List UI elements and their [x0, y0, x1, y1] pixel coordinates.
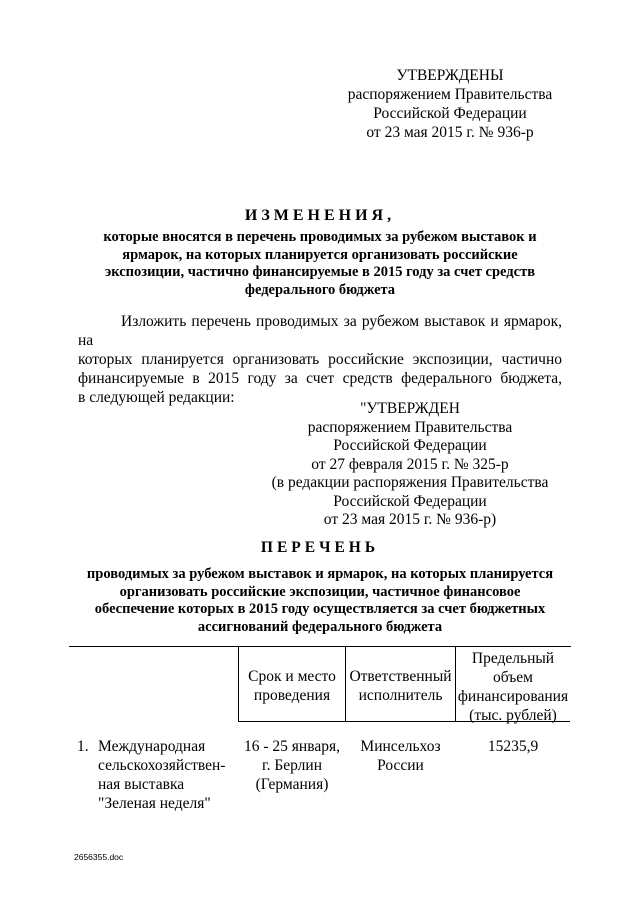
approval-line: Российской Федерации — [333, 437, 487, 454]
row-date-place — [239, 737, 345, 794]
list-subtitle — [60, 566, 580, 636]
approval-heading: УТВЕРЖДЕНЫ — [396, 67, 504, 84]
date-line: г. Берлин — [261, 757, 322, 774]
executor-line: Минсельхоз — [360, 738, 441, 755]
list-subtitle-line: организовать российские экспозиции, частичное финансовое — [119, 583, 521, 600]
row-executor — [346, 737, 455, 775]
name-line: "Зеленая неделя" — [98, 795, 211, 812]
changes-title: ИЗМЕНЕНИЯ, — [244, 207, 396, 224]
row-exhibition-name — [98, 737, 238, 813]
approval-line: распоряжением Правительства — [307, 418, 513, 436]
name-line: Международная — [98, 738, 206, 755]
header-line: Предельный — [471, 650, 555, 667]
date-line: 16 - 25 января, — [244, 738, 340, 755]
intro-line: Изложить перечень проводимых за рубежом выставок и ярмарок, на — [78, 313, 562, 349]
list-subtitle-line: ассигнований федерального бюджета — [197, 618, 443, 635]
changes-subtitle-line: федерального бюджета — [244, 281, 396, 298]
approval-block — [330, 66, 570, 142]
intro-line: финансируемые в 2015 году за счет средств федерального бюджета, — [78, 370, 562, 387]
approval-line: от 27 февраля 2015 г. № 325-р — [311, 455, 509, 473]
table-top-rule — [69, 646, 571, 647]
changes-subtitle-line: ярмарок, на которых планируется организовать российские — [122, 246, 518, 263]
document-id: 2656355.doc — [74, 852, 124, 862]
header-line: объем — [493, 669, 533, 686]
intro-line: которых планируется организовать российские экспозиции, частично — [78, 351, 562, 368]
approval-block-amended — [270, 400, 550, 530]
approval-date: от 23 мая 2015 г. № 936-р — [366, 124, 534, 141]
approval-line: Российской Федерации — [333, 492, 487, 510]
header-line: Ответственный — [349, 668, 452, 685]
header-date-place — [239, 667, 345, 705]
header-line: Срок и место — [248, 668, 336, 685]
changes-subtitle-line: которые вносятся в перечень проводимых за рубежом выставок и — [103, 229, 537, 245]
approval-line: "УТВЕРЖДЕН — [360, 400, 460, 417]
name-line: сельскохозяйствен- — [98, 757, 226, 774]
header-line: (тыс. рублей) — [469, 707, 557, 724]
approval-line: распоряжением Правительства — [347, 86, 553, 103]
list-subtitle-line: обеспечение которых в 2015 году осуществляется за счет бюджетных — [94, 601, 546, 617]
intro-paragraph — [78, 312, 562, 407]
executor-line: России — [377, 757, 424, 774]
changes-subtitle-line: экспозиции, частично финансируемые в 2015 году за счет средств — [104, 264, 536, 280]
approval-line: Российской Федерации — [373, 105, 527, 122]
intro-line: в следующей редакции: — [78, 389, 235, 406]
header-line: проведения — [253, 687, 331, 704]
header-line: исполнитель — [358, 687, 443, 704]
list-title: ПЕРЕЧЕНЬ — [260, 539, 380, 556]
list-subtitle-line: проводимых за рубежом выставок и ярмарок, на которых планируется — [86, 566, 554, 582]
changes-subtitle — [80, 229, 560, 299]
header-amount — [456, 649, 570, 725]
row-number: 1. — [77, 738, 89, 755]
row-amount: 15235,9 — [487, 738, 539, 755]
name-line: ная выставка — [98, 776, 185, 793]
date-line: (Германия) — [255, 776, 329, 793]
header-executor — [346, 667, 455, 705]
header-line: финансирования — [457, 688, 569, 705]
approval-line: от 23 мая 2015 г. № 936-р) — [323, 511, 497, 528]
approval-line: (в редакции распоряжения Правительства — [271, 474, 549, 491]
